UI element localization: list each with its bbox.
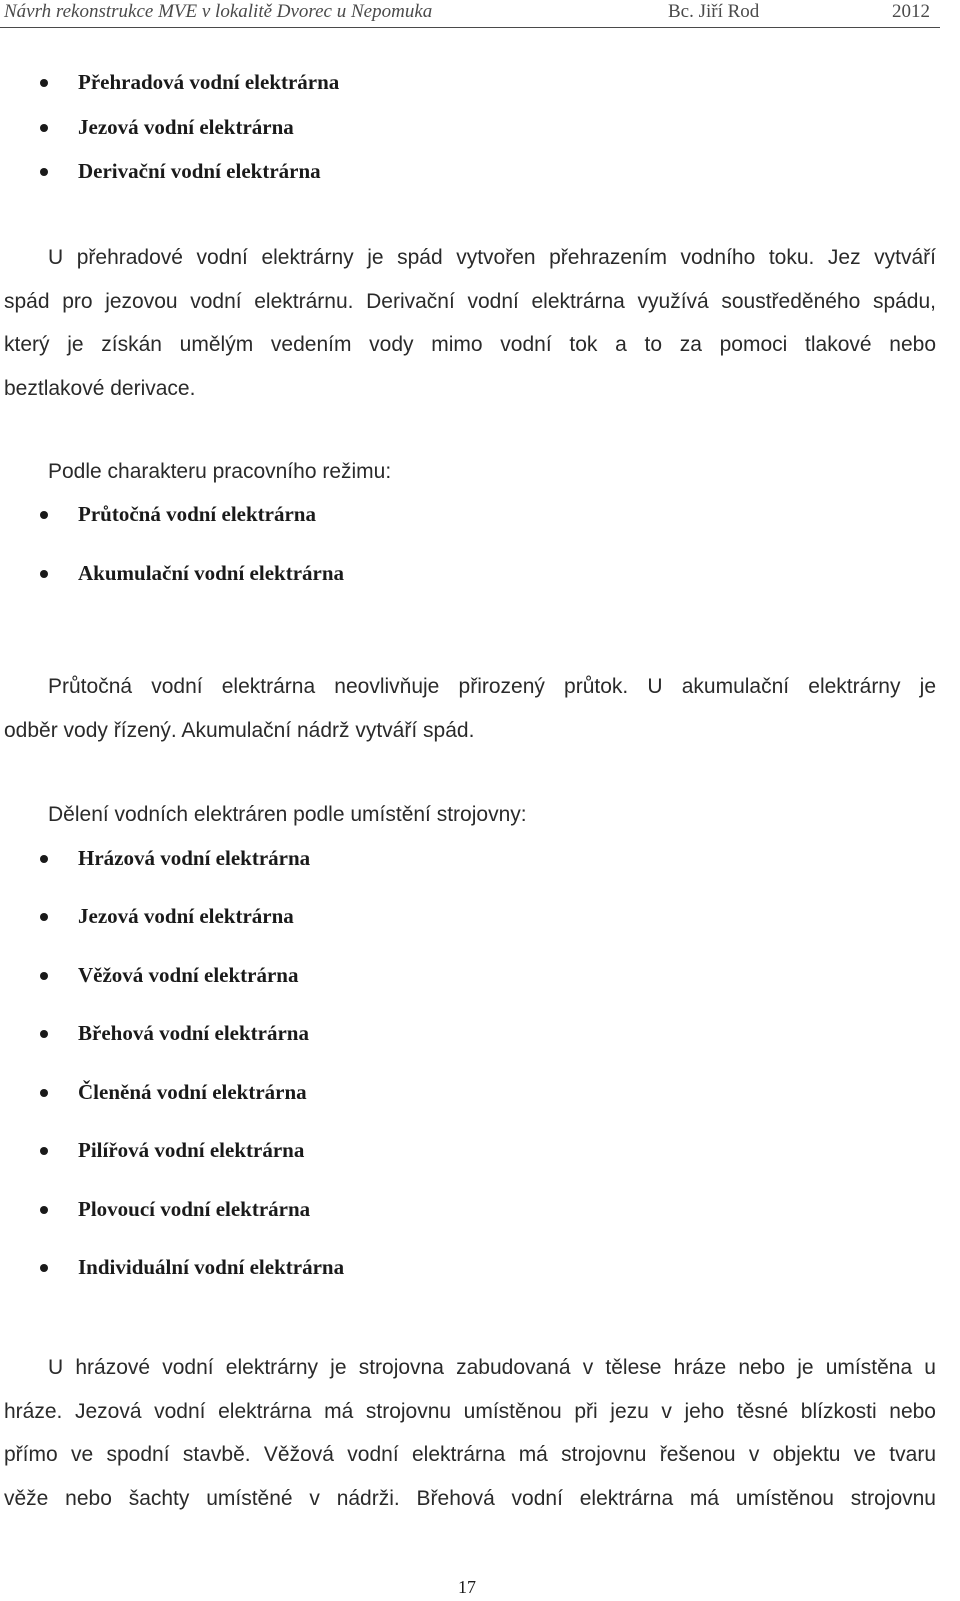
bullet-icon <box>40 79 48 87</box>
bullet-icon <box>40 1030 48 1038</box>
paragraph-location: U hrázové vodní elektrárny je strojovna zabudovaná v tělese hráze nebo je umístěna u hráze. Jezová vodní elektrárna má strojovnu umístěnou při jezu v jeho těsné blízkosti nebo přímo ve spodní stavbě. Věžová vodní elektrárna má strojovnu řešenou v objektu ve tvaru věže nebo šachty umístěné v nádrži. Břehová vodní elektrárna má umístěnou strojovnu <box>4 1356 936 1510</box>
section-lead-regime: Podle charakteru pracovního režimu: <box>48 460 392 483</box>
document-title: Návrh rekonstrukce MVE v lokalitě Dvorec u Nepomuka <box>4 1 433 22</box>
bullet-icon <box>40 511 48 519</box>
bullet-icon <box>40 855 48 863</box>
header-divider <box>0 27 940 28</box>
bullet-icon <box>40 1264 48 1272</box>
bullet-icon <box>40 913 48 921</box>
paragraph-dam-types: U přehradové vodní elektrárny je spád vytvořen přehrazením vodního toku. Jez vytváří spád pro jezovou vodní elektrárnu. Derivační vodní elektrárna využívá soustředěného spádu, který je získán umělým vedením vody mimo vodní tok a to za pomoci tlakové nebo beztlakové derivace. <box>4 246 936 400</box>
paragraph-regime: Průtočná vodní elektrárna neovlivňuje přirozený průtok. U akumulační elektrárny je odběr vody řízený. Akumulační nádrž vytváří spád. <box>4 675 936 742</box>
bullet-icon <box>40 570 48 578</box>
bullet-icon <box>40 124 48 132</box>
bullet-icon <box>40 1147 48 1155</box>
bullet-icon <box>40 1206 48 1214</box>
document-year: 2012 <box>892 1 930 22</box>
author-name: Bc. Jiří Rod <box>668 1 760 22</box>
page-number: 17 <box>458 1577 476 1597</box>
bullet-icon <box>40 168 48 176</box>
bullet-icon <box>40 972 48 980</box>
bullet-icon <box>40 1089 48 1097</box>
running-header <box>4 0 938 24</box>
section-lead-location: Dělení vodních elektráren podle umístění strojovny: <box>48 803 527 826</box>
